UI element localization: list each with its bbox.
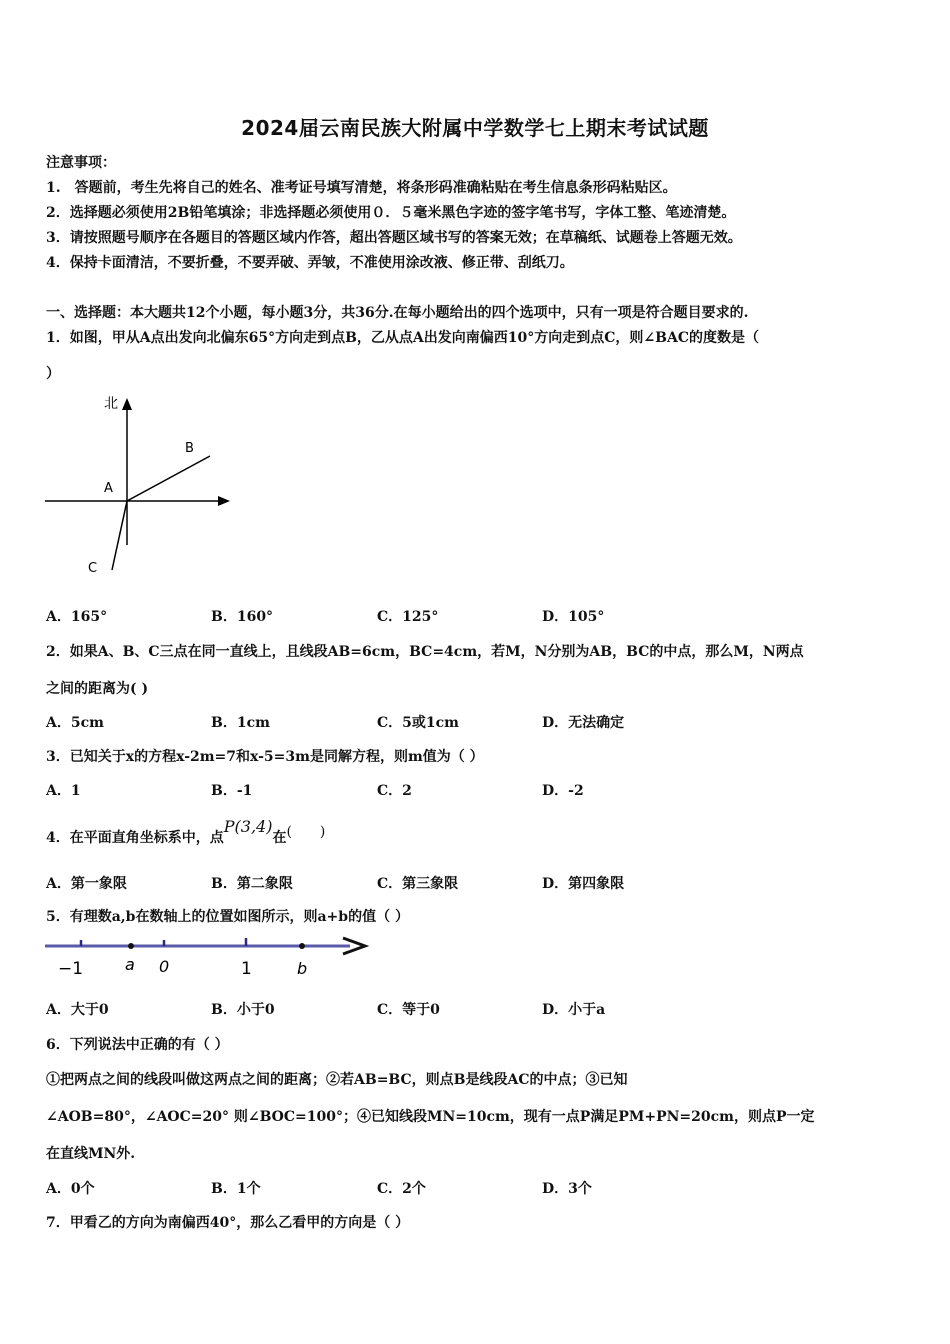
q4-stem-post: 在 <box>272 830 287 846</box>
q3-option-a: A．1 <box>46 783 81 799</box>
question-5-stem: 5．有理数a,b在数轴上的位置如图所示，则a+b的值（ ） <box>46 909 409 925</box>
q5-option-b: B．小于0 <box>211 1002 275 1018</box>
q3-option-d: D．-2 <box>542 783 584 799</box>
question-1-stem-end: ） <box>46 366 60 382</box>
question-1-stem: 1．如图，甲从A点出发向北偏东65°方向走到点B，乙从点A出发向南偏西10°方向走到点C，则∠BAC的度数是（ <box>46 330 759 346</box>
q5-option-a: A．大于0 <box>46 1002 109 1018</box>
q5-option-d: D．小于a <box>542 1002 606 1018</box>
q3-option-b: B．-1 <box>211 783 253 799</box>
question-3-stem: 3．已知关于x的方程x-2m=7和x-5=3m是同解方程，则m值为（ ） <box>46 749 484 765</box>
q6-option-b: B．1个 <box>211 1181 261 1197</box>
question-6-statement-line-2: ∠AOB=80°，∠AOC=20° 则∠BOC=100°；④已知线段MN=10cm，现有一点P满足PM+PN=20cm，则点P一定 <box>46 1109 815 1125</box>
notice-item-2: 2．选择题必须使用2B铅笔填涂；非选择题必须使用０．５毫米黑色字迹的签字笔书写，字体工整、笔迹清楚。 <box>46 205 736 221</box>
question-7-stem: 7．甲看乙的方向为南偏西40°，那么乙看甲的方向是（ ） <box>46 1215 410 1231</box>
point-a-label: a <box>125 955 135 974</box>
q2-option-a: A．5cm <box>46 715 104 731</box>
q1-option-c: C．125° <box>377 609 439 625</box>
compass-figure <box>40 390 240 580</box>
q1-option-a: A．165° <box>46 609 108 625</box>
q5-option-c: C．等于0 <box>377 1002 440 1018</box>
notice-item-3: 3．请按照题号顺序在各题目的答题区域内作答，超出答题区域书写的答案无效；在草稿纸、试题卷上答题无效。 <box>46 230 742 246</box>
notice-item-1: 1. 答题前，考生先将自己的姓名、准考证号填写清楚，将条形码准确粘贴在考生信息条形码粘贴区。 <box>46 180 677 196</box>
q4-option-b: B．第二象限 <box>211 876 293 892</box>
q2-option-b: B．1cm <box>211 715 270 731</box>
q2-option-d: D．无法确定 <box>542 715 625 731</box>
q1-option-d: D．105° <box>542 609 605 625</box>
q1-option-b: B．160° <box>211 609 274 625</box>
point-a-label: A <box>104 481 113 496</box>
north-label: 北 <box>104 396 118 412</box>
section-heading: 一、选择题：本大题共12个小题，每小题3分，共36分.在每小题给出的四个选项中，只有一项是符合题目要求的. <box>46 305 749 321</box>
q6-option-a: A．0个 <box>46 1181 95 1197</box>
notice-item-4: 4．保持卡面清洁，不要折叠，不要弄破、弄皱，不准使用涂改液、修正带、刮纸刀。 <box>46 255 574 271</box>
tick-label-minus-one: −1 <box>58 959 84 979</box>
notice-heading: 注意事项： <box>46 155 116 171</box>
q3-option-c: C．2 <box>377 783 412 799</box>
question-2-stem: 2．如果A、B、C三点在同一直线上，且线段AB=6cm，BC=4cm，若M，N分别为AB，BC的中点，那么M，N两点 <box>46 644 804 660</box>
question-2-stem-end: 之间的距离为( ) <box>46 681 149 697</box>
q4-option-d: D．第四象限 <box>542 876 625 892</box>
question-6-statement-line-1: ①把两点之间的线段叫做这两点之间的距离；②若AB=BC，则点B是线段AC的中点；③已知 <box>46 1072 628 1088</box>
point-b-label: b <box>297 959 308 978</box>
point-b-label: B <box>185 441 194 456</box>
point-c-label: C <box>88 561 98 576</box>
question-4-stem <box>46 817 326 847</box>
q4-option-a: A．第一象限 <box>46 876 127 892</box>
q4-stem-prefix: 4．在平面直角坐标系中，点 <box>46 830 224 846</box>
tick-label-zero: 0 <box>159 957 170 976</box>
number-line-figure <box>40 930 380 980</box>
tick-label-one: 1 <box>241 959 252 979</box>
q2-option-c: C．5或1cm <box>377 715 459 731</box>
q4-formula: P(3,4) <box>223 817 273 836</box>
q6-option-c: C．2个 <box>377 1181 426 1197</box>
q6-option-d: D．3个 <box>542 1181 592 1197</box>
q4-option-c: C．第三象限 <box>377 876 459 892</box>
question-6-statement-line-3: 在直线MN外. <box>46 1146 136 1162</box>
page-title: 2024届云南民族大附属中学数学七上期末考试试题 <box>241 116 709 140</box>
q4-answer-bracket: ( ) <box>286 824 326 840</box>
question-6-stem: 6．下列说法中正确的有（ ） <box>46 1037 229 1053</box>
